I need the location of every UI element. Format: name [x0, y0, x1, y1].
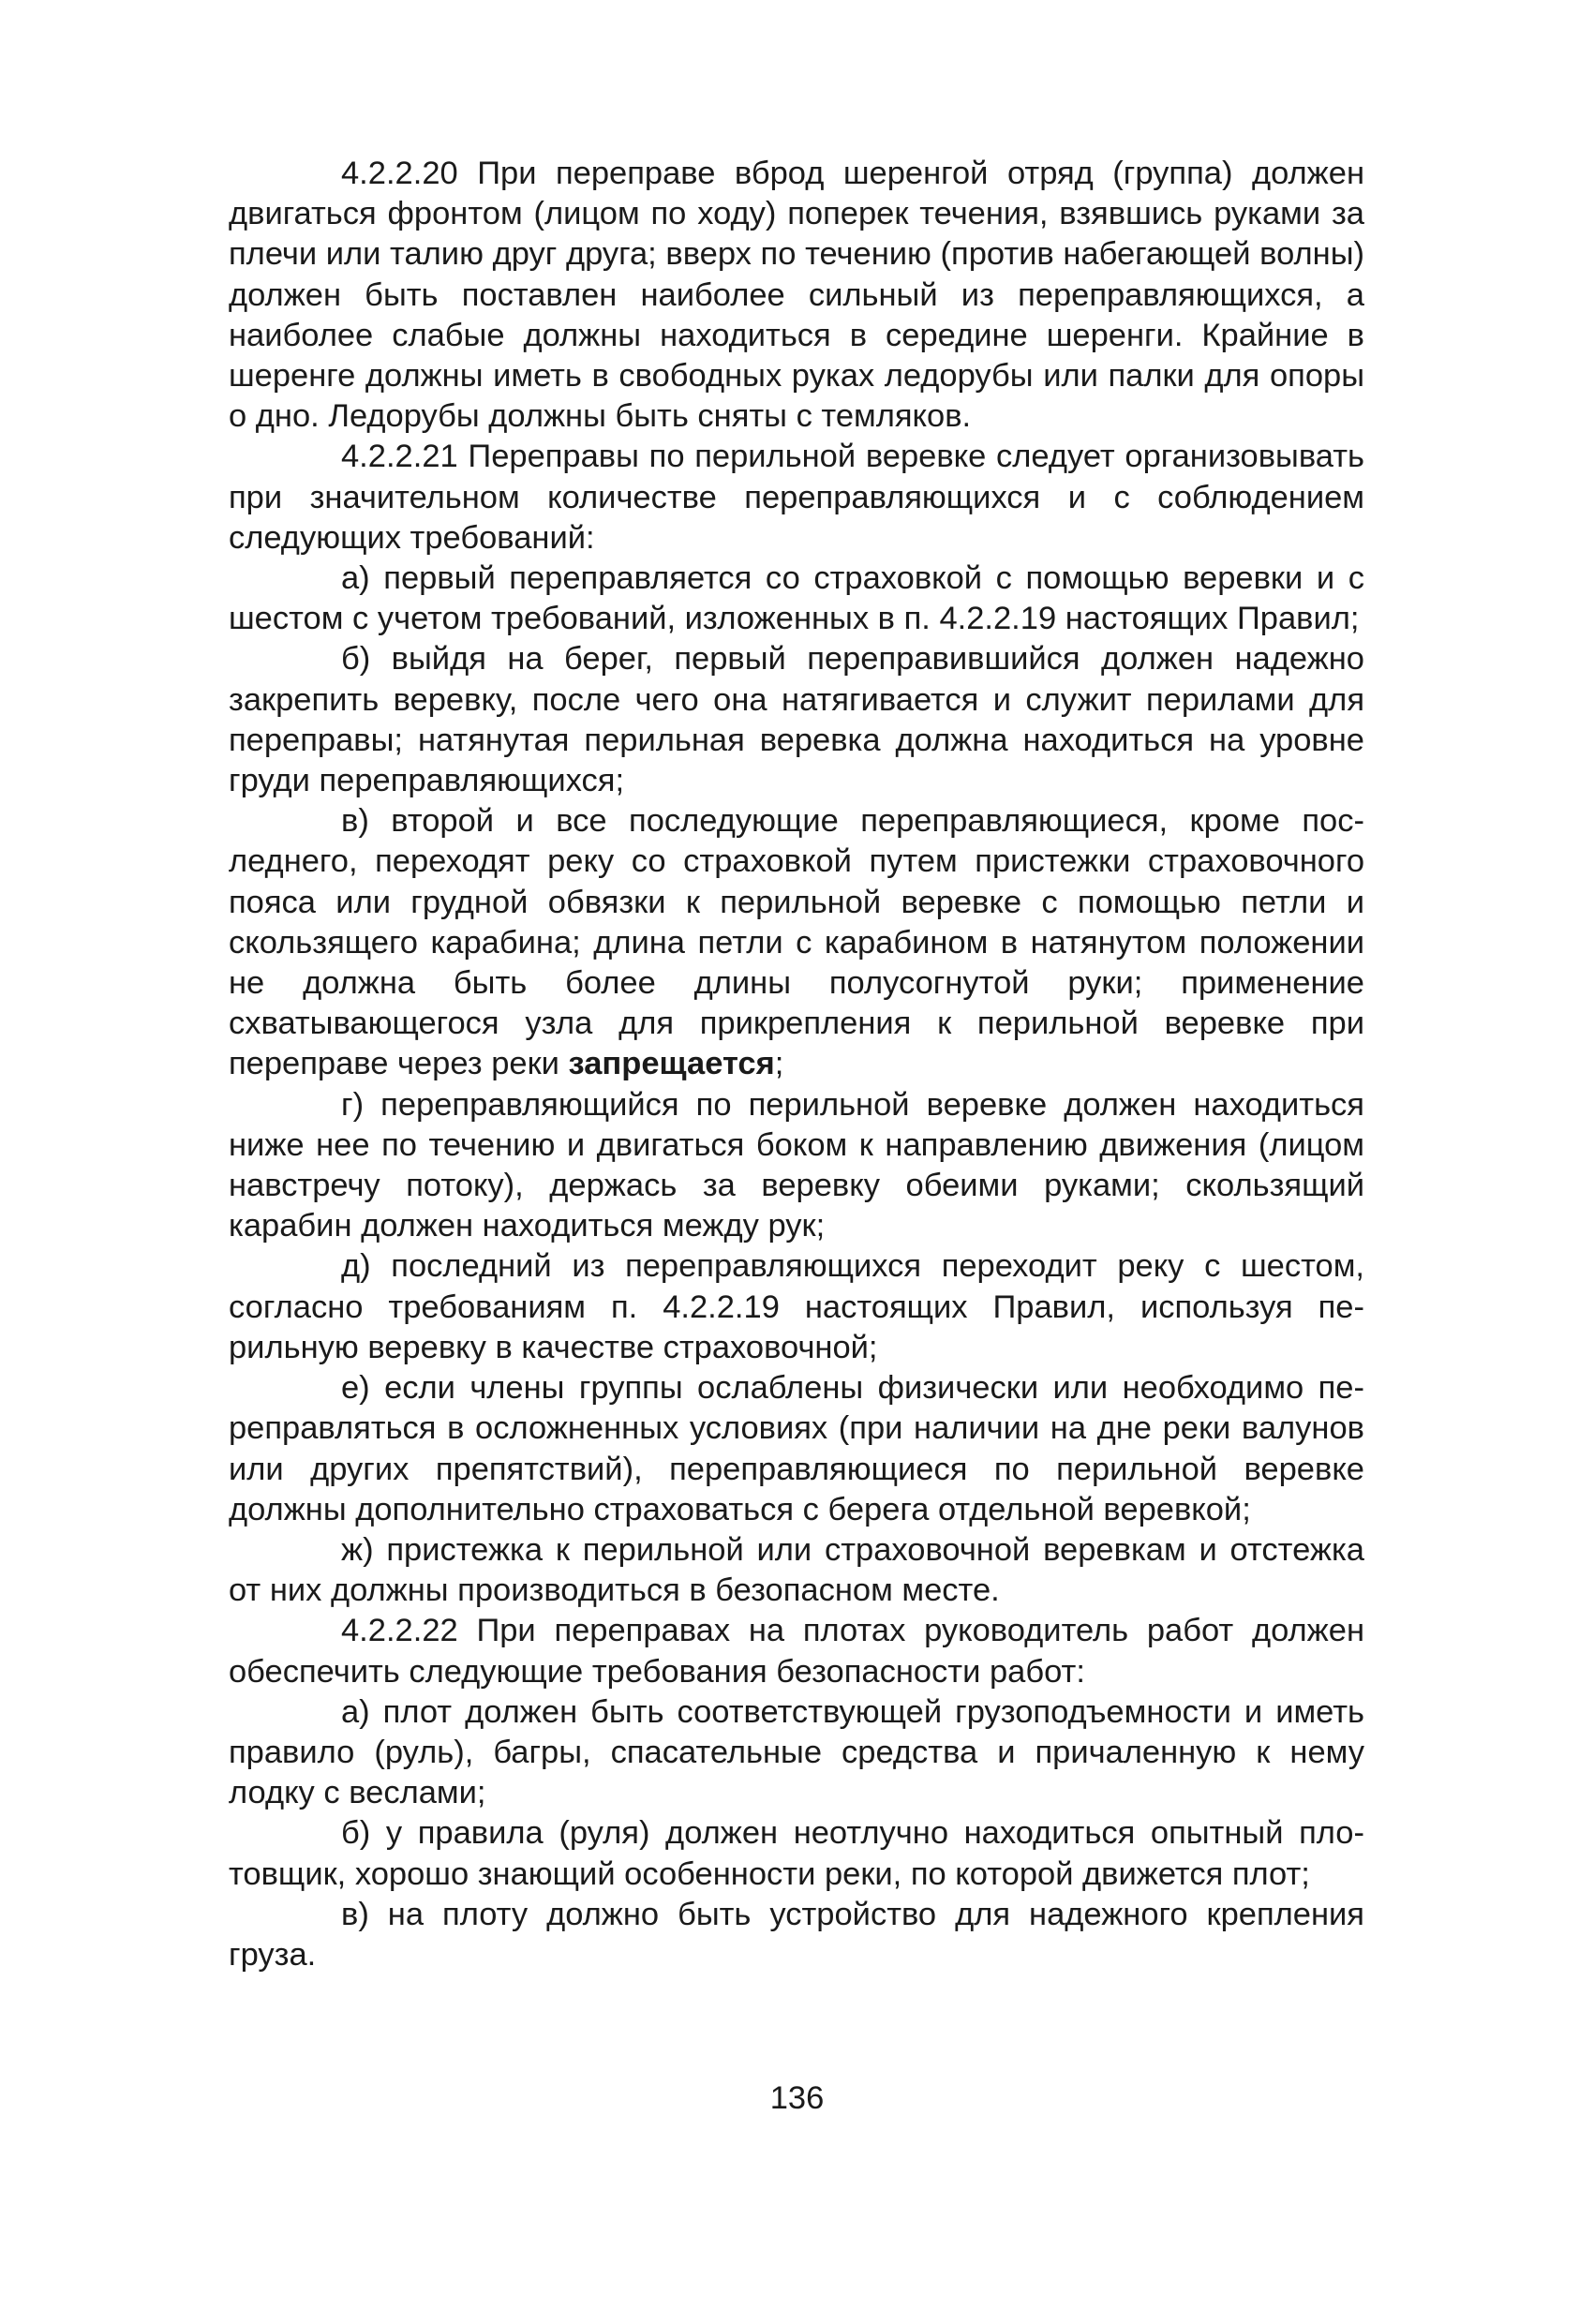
list-item-b: б) выйдя на берег, первый переправившийся должен надежно закрепить веревку, после чего она натягивается и служит перилами для переправы; натянутая перильная веревка должна находиться на уровне груди переправляющихся;	[229, 641, 1364, 799]
list-item-v	[229, 801, 1364, 1084]
list-item-v-end: ;	[774, 1046, 784, 1082]
list-item-v-text: в) второй и все последующие переправляющиеся, кроме последнего, переходят реку со страховкой путем пристежки страховочного пояса или грудной обвязки к перильной веревке с помощью петли и скользящего карабина; длина петли с карабином в натянутом положении не должна быть более длины полусогнутой руки; применение схватывающегося узла для прикрепления к перильной веревке при переправе через реки	[229, 803, 1364, 1082]
list-item-d: д) последний из переправляющихся переходит реку с шестом, согласно требованиям п. 4.2.2.19 настоящих Правил, используя перильную веревку в качестве страховочной;	[229, 1248, 1364, 1365]
raft-item-a: а) плот должен быть соответствующей грузоподъемности и иметь правило (руль), багры, спасательные средства и причаленную к нему лодку с веслами;	[229, 1693, 1364, 1811]
list-item-g: г) переправляющийся по перильной веревке должен находиться ниже нее по течению и двигаться боком к направлению движения (лицом навстречу потоку), держась за веревку обеими руками; скользящий карабин должен находиться между рук;	[229, 1086, 1364, 1244]
paragraph-4-2-2-22: 4.2.2.22 При переправах на плотах руководитель работ должен обеспечить следующие требования безопасности работ:	[229, 1613, 1364, 1690]
raft-item-v: в) на плоту должно быть устройство для надежного крепления груза.	[229, 1896, 1364, 1973]
page-number: 136	[769, 2080, 825, 2116]
emphasis-prohibited: запрещается	[568, 1046, 775, 1082]
raft-item-b: б) у правила (руля) должен неотлучно находиться опытный плотовщик, хорошо знающий особенности реки, по которой движется плот;	[229, 1815, 1364, 1892]
list-item-a: а) первый переправляется со страховкой с помощью веревки и с шестом с учетом требований, изложенных в п. 4.2.2.19 настоящих Правил;	[229, 560, 1364, 637]
document-body	[229, 154, 1364, 1975]
list-item-zh: ж) пристежка к перильной или страховочной веревкам и отстежка от них должны производиться в безопасном месте.	[229, 1531, 1364, 1609]
list-item-e: е) если члены группы ослаблены физически или необходимо переправляться в осложненных условиях (при наличии на дне реки валунов или других препятствий), переправляющиеся по перильной веревке должны дополнительно страховаться с берега отдельной веревкой;	[229, 1370, 1364, 1527]
paragraph-4-2-2-21: 4.2.2.21 Переправы по перильной веревке следует организовывать при значительном количестве переправляющихся и с соблюдением следующих требований:	[229, 439, 1364, 556]
paragraph-4-2-2-20: 4.2.2.20 При переправе вброд шеренгой отряд (группа) должен двигаться фронтом (лицом по ходу) поперек течения, взявшись руками за плечи или талию друг друга; вверх по течению (против набегающей волны) должен быть поставлен наиболее сильный из переправляющихся, а наиболее слабые должны находиться в середине шеренги. Крайние в шеренге должны иметь в свободных руках ледорубы или палки для опоры о дно. Ледорубы должны быть сняты с темляков.	[229, 156, 1364, 435]
